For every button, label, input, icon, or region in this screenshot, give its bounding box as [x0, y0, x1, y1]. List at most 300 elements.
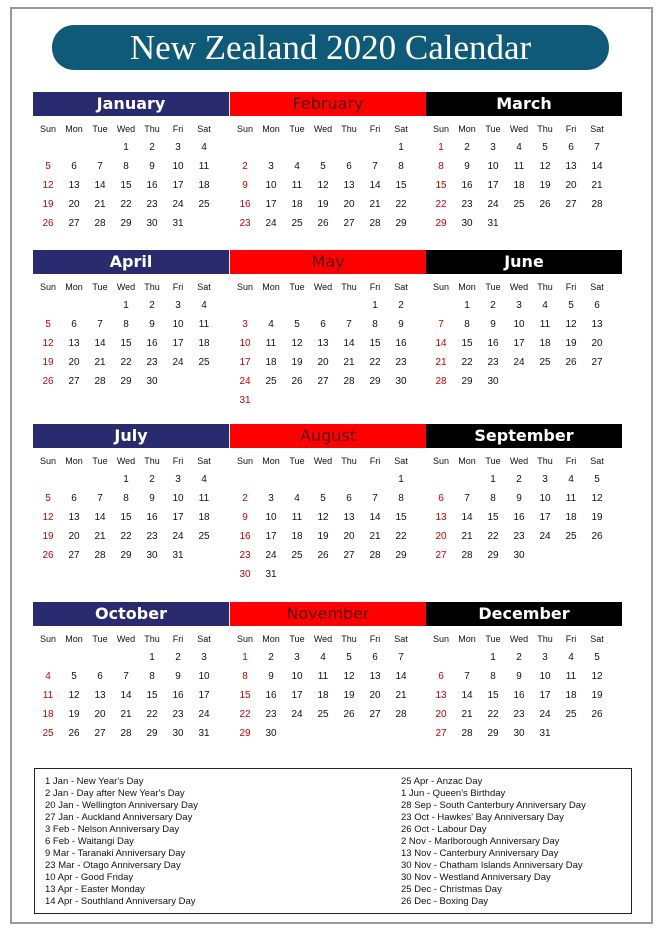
day-cell: 17 — [291, 690, 303, 701]
day-cell: 24 — [265, 550, 277, 561]
day-cell: 20 — [435, 531, 447, 542]
holiday-item: 1 Jun - Queen's Birthday — [401, 788, 506, 799]
day-cell: 15 — [487, 690, 499, 701]
day-cell: 18 — [198, 338, 210, 349]
holiday-item: 14 Apr - Southland Anniversary Day — [45, 896, 196, 907]
week-row — [426, 353, 622, 372]
day-cell: 27 — [94, 728, 106, 739]
weekday-row — [33, 634, 229, 648]
day-cell: 22 — [120, 199, 132, 210]
day-cell: 31 — [239, 395, 251, 406]
day-cell: 9 — [242, 180, 248, 191]
weekday-label: Thu — [144, 282, 160, 292]
weekday-label: Thu — [537, 124, 553, 134]
day-cell: 27 — [317, 376, 329, 387]
month-header: September — [426, 424, 622, 448]
day-cell: 8 — [123, 161, 129, 172]
day-cell: 24 — [513, 357, 525, 368]
week-row — [426, 489, 622, 508]
week-row — [426, 724, 622, 743]
day-cell: 27 — [435, 550, 447, 561]
day-cell: 9 — [242, 512, 248, 523]
day-cell: 27 — [591, 357, 603, 368]
day-cell: 11 — [317, 671, 329, 682]
day-cell: 8 — [242, 671, 248, 682]
day-cell: 8 — [398, 493, 404, 504]
day-cell: 23 — [395, 357, 407, 368]
day-cell: 17 — [539, 690, 551, 701]
day-cell: 21 — [591, 180, 603, 191]
empty-cell — [336, 296, 362, 315]
day-cell: 9 — [268, 671, 274, 682]
empty-cell — [428, 296, 454, 315]
day-cell: 17 — [198, 690, 210, 701]
day-cell: 14 — [94, 180, 106, 191]
day-cell: 24 — [487, 199, 499, 210]
weekday-label: Fri — [172, 124, 184, 134]
day-cell: 10 — [239, 338, 251, 349]
day-cell: 1 — [123, 300, 129, 311]
empty-cell — [284, 138, 310, 157]
day-cell: 8 — [123, 493, 129, 504]
day-cell: 2 — [268, 652, 274, 663]
day-cell: 3 — [268, 161, 274, 172]
weekday-label: Wed — [509, 124, 529, 134]
week-row — [230, 372, 426, 391]
day-cell: 20 — [565, 180, 577, 191]
holiday-item: 27 Jan - Auckland Anniversary Day — [45, 812, 193, 823]
empty-cell — [362, 470, 388, 489]
week-row — [230, 353, 426, 372]
day-cell: 24 — [239, 376, 251, 387]
day-cell: 5 — [294, 319, 300, 330]
weekday-label: Fri — [369, 124, 381, 134]
day-cell: 29 — [435, 218, 447, 229]
weekday-label: Mon — [65, 634, 83, 644]
day-cell: 22 — [369, 357, 381, 368]
week-row — [33, 296, 229, 315]
week-row — [426, 296, 622, 315]
week-row — [426, 667, 622, 686]
day-cell: 25 — [565, 709, 577, 720]
day-cell: 23 — [239, 550, 251, 561]
empty-cell — [258, 391, 284, 410]
holiday-list — [34, 768, 632, 914]
week-row — [426, 195, 622, 214]
day-cell: 20 — [343, 531, 355, 542]
day-cell: 15 — [487, 512, 499, 523]
day-cell: 28 — [591, 199, 603, 210]
holiday-item: 2 Nov - Marlborough Anniversary Day — [401, 836, 560, 847]
week-row — [426, 372, 622, 391]
day-cell: 3 — [490, 142, 496, 153]
day-cell: 9 — [516, 671, 522, 682]
weekday-label: Sat — [590, 124, 604, 134]
empty-cell — [310, 565, 336, 584]
weekday-label: Mon — [262, 282, 280, 292]
day-cell: 5 — [542, 142, 548, 153]
day-cell: 12 — [291, 338, 303, 349]
empty-cell — [336, 565, 362, 584]
day-cell: 16 — [146, 180, 158, 191]
day-cell: 10 — [291, 671, 303, 682]
day-cell: 16 — [239, 531, 251, 542]
empty-cell — [284, 296, 310, 315]
empty-cell — [336, 138, 362, 157]
day-cell: 27 — [565, 199, 577, 210]
day-cell: 13 — [369, 671, 381, 682]
weekday-label: Sat — [394, 124, 408, 134]
day-cell: 1 — [149, 652, 155, 663]
weekday-label: Mon — [262, 124, 280, 134]
day-cell: 28 — [395, 709, 407, 720]
day-cell: 29 — [461, 376, 473, 387]
weekday-label: Wed — [509, 456, 529, 466]
weekday-label: Sun — [236, 124, 253, 134]
day-cell: 30 — [461, 218, 473, 229]
day-cell: 11 — [42, 690, 54, 701]
empty-cell — [558, 546, 584, 565]
week-row — [230, 315, 426, 334]
weekday-label: Wed — [313, 124, 333, 134]
day-cell: 7 — [123, 671, 129, 682]
day-cell: 22 — [239, 709, 251, 720]
day-cell: 27 — [68, 550, 80, 561]
day-cell: 19 — [291, 357, 303, 368]
day-cell: 6 — [438, 671, 444, 682]
week-row — [230, 470, 426, 489]
week-row — [426, 214, 622, 233]
day-cell: 31 — [265, 569, 277, 580]
day-cell: 18 — [539, 338, 551, 349]
day-cell: 21 — [343, 357, 355, 368]
empty-cell — [35, 470, 61, 489]
week-row — [426, 508, 622, 527]
day-cell: 10 — [487, 161, 499, 172]
day-cell: 3 — [294, 652, 300, 663]
day-cell: 7 — [398, 652, 404, 663]
weekday-label: Fri — [565, 634, 577, 644]
day-cell: 2 — [175, 652, 181, 663]
day-cell: 19 — [591, 512, 603, 523]
day-cell: 9 — [175, 671, 181, 682]
weekday-label: Thu — [537, 282, 553, 292]
day-cell: 16 — [395, 338, 407, 349]
day-cell: 26 — [291, 376, 303, 387]
weekday-label: Tue — [92, 282, 108, 292]
day-cell: 28 — [343, 376, 355, 387]
holiday-item: 23 Oct - Hawkes' Bay Anniversary Day — [401, 812, 564, 823]
day-cell: 3 — [201, 652, 207, 663]
weekday-row — [230, 634, 426, 648]
weekday-label: Fri — [369, 456, 381, 466]
day-cell: 31 — [172, 218, 184, 229]
day-cell: 17 — [487, 180, 499, 191]
week-row — [426, 686, 622, 705]
empty-cell — [35, 138, 61, 157]
empty-cell — [87, 138, 113, 157]
day-cell: 7 — [97, 493, 103, 504]
day-cell: 10 — [265, 180, 277, 191]
day-cell: 21 — [94, 357, 106, 368]
day-cell: 22 — [461, 357, 473, 368]
day-cell: 25 — [513, 199, 525, 210]
weekday-label: Fri — [172, 456, 184, 466]
day-cell: 14 — [395, 671, 407, 682]
day-cell: 25 — [565, 531, 577, 542]
day-cell: 10 — [265, 512, 277, 523]
weekday-label: Sun — [432, 282, 449, 292]
week-row — [426, 334, 622, 353]
holiday-item: 30 Nov - Chatham Islands Anniversary Day — [401, 860, 583, 871]
week-row — [230, 296, 426, 315]
day-cell: 29 — [239, 728, 251, 739]
weekday-label: Sat — [590, 456, 604, 466]
day-cell: 26 — [591, 531, 603, 542]
day-cell: 8 — [149, 671, 155, 682]
weekday-label: Tue — [289, 456, 305, 466]
empty-cell — [87, 648, 113, 667]
holiday-item: 1 Jan - New Year's Day — [45, 776, 144, 787]
empty-cell — [454, 648, 480, 667]
week-row — [426, 157, 622, 176]
week-row — [230, 176, 426, 195]
day-cell: 9 — [398, 319, 404, 330]
month-header: November — [230, 602, 426, 626]
weekday-label: Fri — [369, 634, 381, 644]
empty-cell — [35, 296, 61, 315]
day-cell: 29 — [120, 550, 132, 561]
weekday-label: Fri — [565, 456, 577, 466]
day-cell: 30 — [172, 728, 184, 739]
week-row — [33, 527, 229, 546]
day-cell: 21 — [369, 531, 381, 542]
day-cell: 30 — [265, 728, 277, 739]
weekday-label: Mon — [65, 456, 83, 466]
week-row — [230, 157, 426, 176]
day-cell: 20 — [369, 690, 381, 701]
weekday-row — [426, 634, 622, 648]
empty-cell — [428, 470, 454, 489]
day-cell: 16 — [146, 512, 158, 523]
empty-cell — [310, 391, 336, 410]
day-cell: 28 — [461, 728, 473, 739]
day-cell: 4 — [568, 474, 574, 485]
day-cell: 9 — [149, 319, 155, 330]
weekday-label: Tue — [485, 282, 501, 292]
month-may — [230, 250, 426, 410]
empty-cell — [61, 470, 87, 489]
day-cell: 15 — [120, 512, 132, 523]
weekday-label: Mon — [458, 456, 476, 466]
month-header: July — [33, 424, 229, 448]
day-cell: 23 — [239, 218, 251, 229]
day-cell: 20 — [435, 709, 447, 720]
weekday-label: Mon — [65, 124, 83, 134]
weekday-label: Tue — [289, 634, 305, 644]
week-row — [426, 315, 622, 334]
empty-cell — [584, 546, 610, 565]
day-cell: 24 — [172, 357, 184, 368]
month-november — [230, 602, 426, 743]
week-row — [426, 648, 622, 667]
empty-cell — [113, 648, 139, 667]
day-cell: 9 — [149, 161, 155, 172]
week-row — [230, 489, 426, 508]
empty-cell — [362, 724, 388, 743]
day-cell: 18 — [291, 199, 303, 210]
empty-cell — [87, 296, 113, 315]
day-cell: 27 — [369, 709, 381, 720]
day-cell: 5 — [346, 652, 352, 663]
week-row — [426, 705, 622, 724]
day-cell: 18 — [198, 512, 210, 523]
weekday-label: Thu — [144, 124, 160, 134]
empty-cell — [532, 546, 558, 565]
weekday-row — [230, 282, 426, 296]
holiday-item: 9 Mar - Taranaki Anniversary Day — [45, 848, 186, 859]
day-cell: 14 — [369, 180, 381, 191]
weekday-label: Sat — [197, 282, 211, 292]
day-cell: 2 — [516, 474, 522, 485]
empty-cell — [506, 214, 532, 233]
day-cell: 1 — [490, 652, 496, 663]
day-cell: 28 — [461, 550, 473, 561]
day-cell: 10 — [172, 319, 184, 330]
week-row — [426, 470, 622, 489]
day-cell: 7 — [594, 142, 600, 153]
week-row — [33, 546, 229, 565]
day-cell: 3 — [516, 300, 522, 311]
weekday-label: Sat — [197, 124, 211, 134]
weekday-row — [33, 124, 229, 138]
day-cell: 24 — [539, 709, 551, 720]
weekday-label: Fri — [172, 282, 184, 292]
day-cell: 13 — [435, 690, 447, 701]
day-cell: 7 — [438, 319, 444, 330]
day-cell: 16 — [172, 690, 184, 701]
day-cell: 23 — [146, 357, 158, 368]
weekday-label: Sat — [394, 456, 408, 466]
day-cell: 22 — [487, 531, 499, 542]
day-cell: 22 — [395, 531, 407, 542]
week-row — [33, 315, 229, 334]
week-row — [33, 157, 229, 176]
day-cell: 11 — [565, 493, 577, 504]
month-september — [426, 424, 622, 565]
day-cell: 25 — [539, 357, 551, 368]
empty-cell — [284, 470, 310, 489]
empty-cell — [35, 648, 61, 667]
day-cell: 31 — [198, 728, 210, 739]
day-cell: 21 — [395, 690, 407, 701]
day-cell: 3 — [175, 142, 181, 153]
day-cell: 12 — [42, 180, 54, 191]
week-row — [33, 334, 229, 353]
day-cell: 16 — [265, 690, 277, 701]
holiday-column-right — [401, 776, 586, 908]
day-cell: 14 — [94, 512, 106, 523]
month-december — [426, 602, 622, 743]
weekday-label: Wed — [313, 456, 333, 466]
weekday-label: Tue — [289, 124, 305, 134]
day-cell: 2 — [464, 142, 470, 153]
day-cell: 20 — [343, 199, 355, 210]
week-row — [426, 546, 622, 565]
week-row — [33, 353, 229, 372]
weekday-label: Sun — [236, 282, 253, 292]
day-cell: 7 — [346, 319, 352, 330]
day-cell: 29 — [146, 728, 158, 739]
day-cell: 24 — [265, 218, 277, 229]
empty-cell — [284, 565, 310, 584]
day-cell: 27 — [343, 550, 355, 561]
day-cell: 19 — [565, 338, 577, 349]
day-cell: 15 — [395, 180, 407, 191]
day-cell: 22 — [146, 709, 158, 720]
empty-cell — [362, 565, 388, 584]
day-cell: 21 — [461, 531, 473, 542]
day-cell: 21 — [435, 357, 447, 368]
day-cell: 2 — [149, 142, 155, 153]
holiday-item: 26 Dec - Boxing Day — [401, 896, 489, 907]
day-cell: 22 — [435, 199, 447, 210]
empty-cell — [336, 391, 362, 410]
weekday-label: Sun — [432, 634, 449, 644]
day-cell: 1 — [372, 300, 378, 311]
weekday-label: Wed — [116, 124, 136, 134]
day-cell: 25 — [291, 550, 303, 561]
day-cell: 25 — [42, 728, 54, 739]
day-cell: 6 — [71, 161, 77, 172]
day-cell: 1 — [438, 142, 444, 153]
empty-cell — [532, 214, 558, 233]
week-row — [230, 508, 426, 527]
empty-cell — [232, 138, 258, 157]
month-july — [33, 424, 229, 565]
weekday-label: Thu — [341, 282, 357, 292]
weekday-row — [426, 282, 622, 296]
day-cell: 26 — [343, 709, 355, 720]
day-cell: 1 — [398, 142, 404, 153]
day-cell: 29 — [395, 218, 407, 229]
day-cell: 12 — [42, 338, 54, 349]
empty-cell — [362, 391, 388, 410]
weekday-label: Mon — [262, 634, 280, 644]
weekday-label: Mon — [65, 282, 83, 292]
weekday-label: Thu — [144, 634, 160, 644]
day-cell: 23 — [513, 709, 525, 720]
day-cell: 17 — [172, 512, 184, 523]
month-header: March — [426, 92, 622, 116]
week-row — [230, 686, 426, 705]
day-cell: 9 — [464, 161, 470, 172]
day-cell: 29 — [120, 376, 132, 387]
week-row — [230, 138, 426, 157]
day-cell: 12 — [343, 671, 355, 682]
empty-cell — [532, 372, 558, 391]
weekday-label: Sat — [590, 634, 604, 644]
day-cell: 20 — [591, 338, 603, 349]
day-cell: 2 — [516, 652, 522, 663]
day-cell: 2 — [242, 493, 248, 504]
day-cell: 19 — [539, 180, 551, 191]
empty-cell — [558, 214, 584, 233]
day-cell: 9 — [516, 493, 522, 504]
empty-cell — [388, 565, 414, 584]
day-cell: 24 — [172, 531, 184, 542]
empty-cell — [310, 724, 336, 743]
